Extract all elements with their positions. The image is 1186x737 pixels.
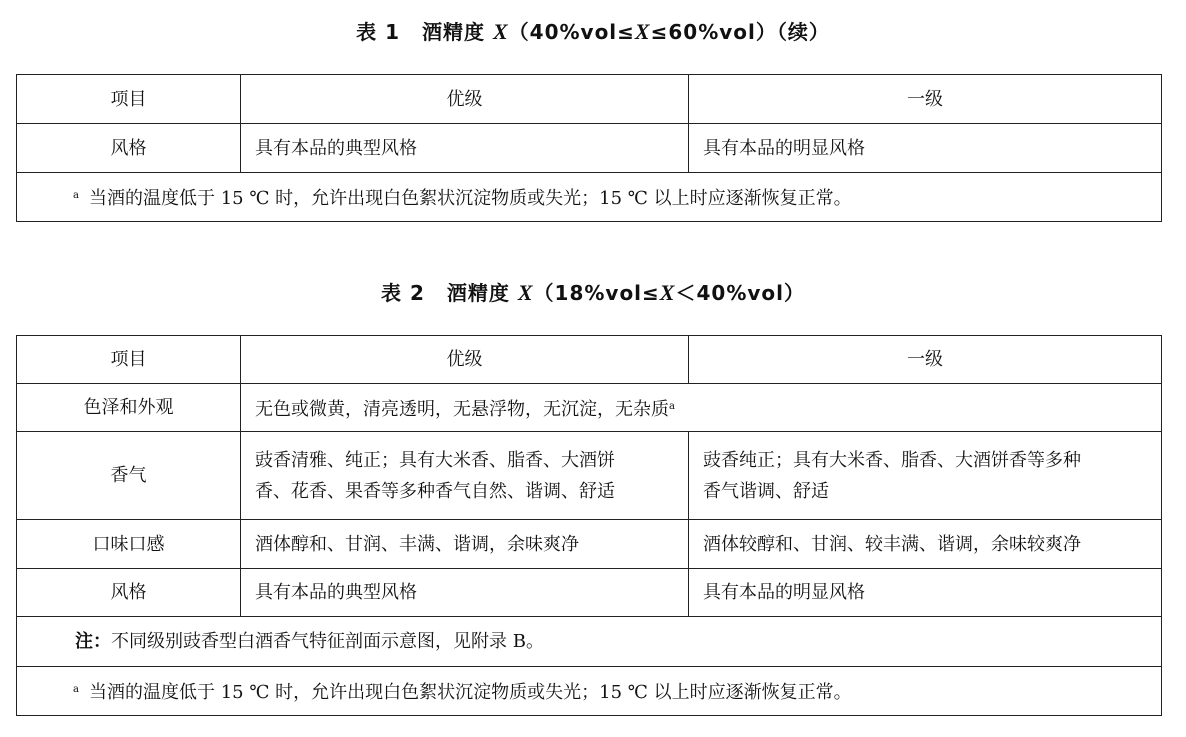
table2-header-you: 优级 [241, 336, 689, 384]
table1-caption-range-b: ≤60%vol）（续） [650, 20, 830, 44]
table2-row-style [17, 569, 1162, 617]
table1-footnote-mark: a [73, 190, 79, 201]
table2-header-row [17, 336, 1162, 384]
table1-caption-number: 表 1 [356, 20, 400, 44]
table2-caption-title: 酒精度 [446, 281, 518, 305]
table2-caption-var2: X [659, 280, 676, 305]
table1-cell-item: 风格 [17, 124, 241, 173]
table2-taste-you: 酒体醇和、甘润、丰满、谐调，余味爽净 [241, 520, 689, 569]
table2-caption-var: X [517, 280, 534, 305]
table2-caption [0, 277, 1186, 306]
table2-aroma-item: 香气 [17, 432, 241, 520]
table2-note-text: 不同级别豉香型白酒香气特征剖面示意图，见附录 B。 [111, 631, 544, 652]
table1-header-yi: 一级 [689, 75, 1162, 124]
table2-row-taste [17, 520, 1162, 569]
table1-cell-you: 具有本品的典型风格 [241, 124, 689, 173]
table2-appearance-value [241, 384, 1162, 432]
table2-appearance-footnote-mark: a [669, 400, 675, 412]
table2-caption-range-a: （18%vol≤ [533, 281, 660, 305]
table2-appearance-item: 色泽和外观 [17, 384, 241, 432]
table2 [16, 335, 1162, 716]
table1-header-row [17, 75, 1162, 124]
table2-taste-item: 口味口感 [17, 520, 241, 569]
table1-caption-var2: X [634, 19, 651, 44]
table1-caption-range-a: （40%vol≤ [508, 20, 635, 44]
table2-aroma-you-line2: 香、花香、果香等多种香气自然、谐调、舒适 [255, 480, 615, 502]
table1-caption [0, 16, 1186, 45]
table1-row-style [17, 124, 1162, 173]
table1-header-you: 优级 [241, 75, 689, 124]
table1-caption-title: 酒精度 [422, 20, 493, 44]
table2-aroma-you [241, 432, 689, 520]
table2-note-row [17, 617, 1162, 667]
table1-header-item: 项目 [17, 75, 241, 124]
table2-aroma-you-line1: 豉香清雅、纯正；具有大米香、脂香、大酒饼 [255, 449, 615, 471]
table2-footnote-row [17, 667, 1162, 716]
table2-caption-range-b: ＜40%vol） [675, 281, 805, 305]
table2-taste-yi: 酒体较醇和、甘润、较丰满、谐调，余味较爽净 [689, 520, 1162, 569]
table1-caption-var: X [492, 19, 509, 44]
table2-footnote-mark: a [73, 684, 79, 695]
table2-style-yi: 具有本品的明显风格 [689, 569, 1162, 617]
table2-row-appearance [17, 384, 1162, 432]
table2-footnote-text: 当酒的温度低于 15 ℃ 时，允许出现白色絮状沉淀物质或失光；15 ℃ 以上时应逐渐恢复正常。 [88, 682, 852, 703]
table2-aroma-yi-line2: 香气谐调、舒适 [703, 480, 829, 502]
table2-row-aroma [17, 432, 1162, 520]
table2-style-item: 风格 [17, 569, 241, 617]
table2-appearance-text: 无色或微黄，清亮透明，无悬浮物，无沉淀，无杂质 [255, 398, 669, 420]
table2-note-label: 注： [75, 631, 111, 652]
table2-header-yi: 一级 [689, 336, 1162, 384]
table1-footnote [17, 173, 1162, 222]
table2-note [17, 617, 1162, 667]
table2-footnote [17, 667, 1162, 716]
table2-aroma-yi-line1: 豉香纯正；具有大米香、脂香、大酒饼香等多种 [703, 449, 1081, 471]
table2-caption-number: 表 2 [380, 281, 425, 305]
table1-footnote-text: 当酒的温度低于 15 ℃ 时，允许出现白色絮状沉淀物质或失光；15 ℃ 以上时应逐渐恢复正常。 [88, 188, 852, 209]
table1 [16, 74, 1162, 222]
table2-style-you: 具有本品的典型风格 [241, 569, 689, 617]
table1-cell-yi: 具有本品的明显风格 [689, 124, 1162, 173]
table2-header-item: 项目 [17, 336, 241, 384]
table2-aroma-yi [689, 432, 1162, 520]
table1-footnote-row [17, 173, 1162, 222]
